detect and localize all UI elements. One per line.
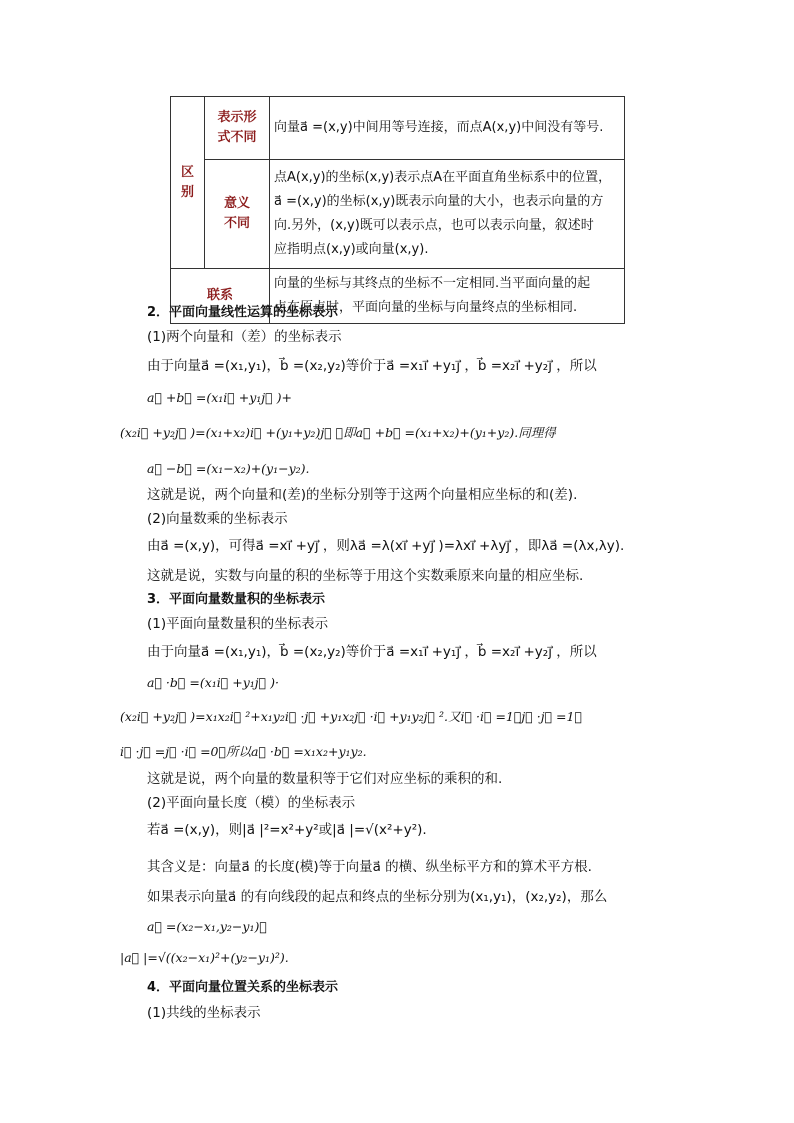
text-line: 由于向量a⃗ =(x₁,y₁)，b⃗ =(x₂,y₂)等价于a⃗ =x₁i⃗ +y₁j⃗ ，b⃗ =x₂i⃗ +y₂j⃗ ，所以 — [147, 644, 597, 660]
formula-line: (x₂i⃗ +y₂j⃗ )=x₁x₂i⃗ ²+x₁y₂i⃗ ·j⃗ +y₁x₂j⃗ ·i⃗ +y₁y₂j⃗ ².又i⃗ ·i⃗ =1，j⃗ ·j⃗ =1， — [120, 709, 582, 724]
section-heading: 3．平面向量数量积的坐标表示 — [147, 592, 326, 607]
subsection-title: (2)向量数乘的坐标表示 — [147, 511, 288, 527]
formula-line: a⃗ +b⃗ =(x₁i⃗ +y₁j⃗ )+ — [147, 390, 293, 405]
text-line: 点A(x,y)的坐标(x,y)表示点A在平面直角坐标系中的位置， — [274, 170, 612, 185]
subsection-title: (2)平面向量长度（模）的坐标表示 — [147, 795, 356, 811]
text-line: 若a⃗ =(x,y)，则|a⃗ |²=x²+y²或|a⃗ |=√(x²+y²). — [147, 822, 427, 838]
row-content: 向量a⃗ =(x,y)中间用等号连接，而点A(x,y)中间没有等号. — [270, 97, 625, 160]
row-content — [270, 160, 625, 269]
section-heading: 2．平面向量线性运算的坐标表示 — [147, 305, 339, 320]
formula-line: |a⃗ |=√((x₂−x₁)²+(y₂−y₁)²). — [120, 950, 289, 965]
text-line: 点在原点时，平面向量的坐标与向量终点的坐标相同. — [274, 300, 578, 315]
formula-line: a⃗ ·b⃗ =(x₁i⃗ +y₁j⃗ )· — [147, 675, 280, 690]
table-row — [171, 97, 625, 160]
text-line: 这就是说，实数与向量的积的坐标等于用这个实数乘原来向量的相应坐标. — [147, 568, 584, 584]
table-row — [171, 160, 625, 269]
text-line: 由a⃗ =(x,y)，可得a⃗ =xi⃗ +yj⃗ ，则λa⃗ =λ(xi⃗ +yj⃗ )=λxi⃗ +λyj⃗ ，即λa⃗ =(λx,λy). — [147, 538, 625, 554]
text-line: 向.另外，(x,y)既可以表示点，也可以表示向量，叙述时 — [274, 218, 594, 233]
row-label: 表示形 式不同 — [205, 97, 270, 160]
text-line: 由于向量a⃗ =(x₁,y₁)，b⃗ =(x₂,y₂)等价于a⃗ =x₁i⃗ +y₁j⃗ ，b⃗ =x₂i⃗ +y₂j⃗ ，所以 — [147, 358, 597, 374]
text-line: 应指明点(x,y)或向量(x,y). — [274, 242, 429, 257]
row-label: 意义 不同 — [205, 160, 270, 269]
formula-line: a⃗ =(x₂−x₁,y₂−y₁)， — [147, 919, 267, 934]
formula-line: a⃗ −b⃗ =(x₁−x₂)+(y₁−y₂). — [147, 461, 310, 476]
text-line: a⃗ =(x,y)的坐标(x,y)既表示向量的大小，也表示向量的方 — [274, 194, 604, 209]
comparison-table — [170, 96, 625, 324]
subsection-title: (1)共线的坐标表示 — [147, 1005, 261, 1021]
text-line: 向量的坐标与其终点的坐标不一定相同.当平面向量的起 — [274, 276, 591, 291]
subsection-title: (1)两个向量和（差）的坐标表示 — [147, 329, 342, 345]
subsection-title: (1)平面向量数量积的坐标表示 — [147, 616, 329, 632]
section-heading: 4．平面向量位置关系的坐标表示 — [147, 980, 339, 995]
text-line: 其含义是：向量a⃗ 的长度(模)等于向量a⃗ 的横、纵坐标平方和的算术平方根. — [147, 859, 592, 875]
text-line: 这就是说，两个向量的数量积等于它们对应坐标的乘积的和. — [147, 771, 503, 787]
text-line: 如果表示向量a⃗ 的有向线段的起点和终点的坐标分别为(x₁,y₁)，(x₂,y₂)，那么 — [147, 889, 608, 905]
formula-line: (x₂i⃗ +y₂j⃗ )=(x₁+x₂)i⃗ +(y₁+y₂)j⃗ ，即a⃗ +b⃗ =(x₁+x₂)+(y₁+y₂).同理得 — [120, 425, 556, 440]
category-cell: 区 别 — [171, 97, 205, 269]
text-line: 这就是说，两个向量和(差)的坐标分别等于这两个向量相应坐标的和(差). — [147, 487, 578, 503]
row-label: 联系 — [171, 269, 270, 324]
formula-line: i⃗ ·j⃗ =j⃗ ·i⃗ =0，所以a⃗ ·b⃗ =x₁x₂+y₁y₂. — [120, 744, 367, 759]
